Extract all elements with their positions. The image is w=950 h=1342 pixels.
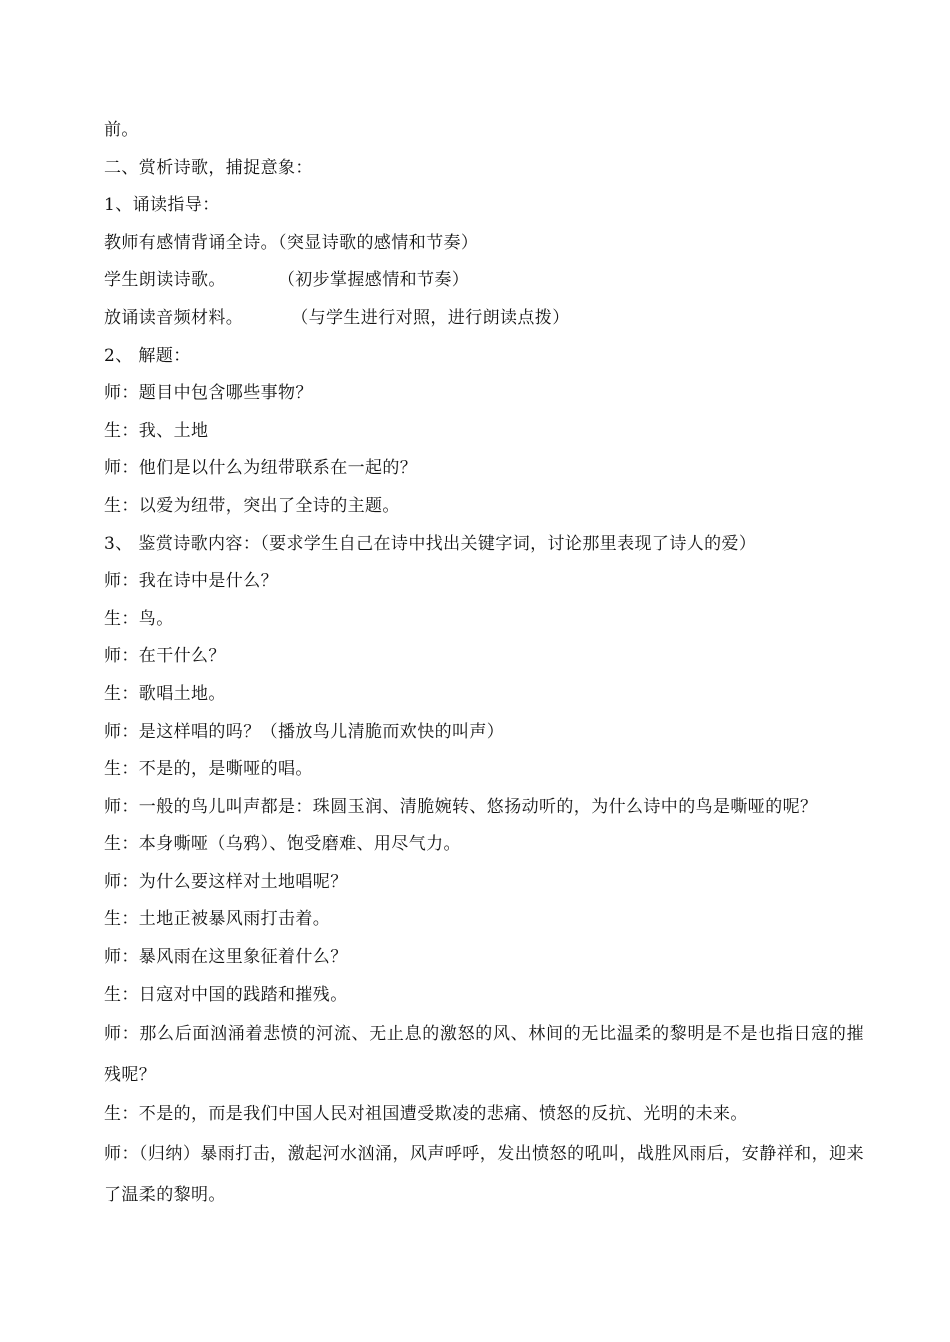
dialogue-line: 师：在干什么？ — [104, 646, 226, 667]
dialogue-line: 师：我在诗中是什么？ — [104, 571, 278, 592]
dialogue-line: 生：土地正被暴风雨打击着。 — [104, 909, 331, 930]
text-segment: 学生朗读诗歌。 — [104, 270, 226, 291]
dialogue-line: 师：为什么要这样对土地唱呢？ — [104, 871, 348, 892]
text-note: （初步掌握感情和节奏） — [277, 270, 470, 291]
dialogue-line: 师：是这样唱的吗？（播放鸟儿清脆而欢快的叫声） — [104, 721, 505, 742]
text-note: （与学生进行对照，进行朗读点拨） — [291, 307, 570, 328]
dialogue-paragraph: 师：那么后面汹涌着悲愤的河流、无止息的激怒的风、林间的无比温柔的黎明是不是也指日寇的摧残呢？ — [104, 1024, 864, 1086]
dialogue-line: 生：我、土地 — [104, 420, 209, 441]
text-line — [104, 300, 864, 338]
dialogue-line: 生：不是的，而是我们中国人民对祖国遭受欺凌的悲痛、愤怒的反抗、光明的未来。 — [104, 1104, 748, 1125]
dialogue-line: 师：他们是以什么为纽带联系在一起的？ — [104, 458, 418, 479]
subsection-heading: 2、 解题： — [104, 345, 191, 366]
text-line: 前。 — [104, 120, 139, 140]
dialogue-line: 生：本身嘶哑（乌鸦）、饱受磨难、用尽气力。 — [104, 834, 461, 855]
text-line — [104, 262, 864, 300]
dialogue-line: 生：歌唱土地。 — [104, 683, 226, 704]
dialogue-line: 生：日寇对中国的践踏和摧残。 — [104, 984, 348, 1005]
dialogue-line: 生：鸟。 — [104, 608, 174, 629]
document-body — [104, 112, 864, 1216]
dialogue-line: 师：题目中包含哪些事物？ — [104, 383, 313, 404]
dialogue-paragraph: 师：（归纳）暴雨打击，激起河水汹涌，风声呼呼，发出愤怒的吼叫，战胜风雨后，安静祥和，迎来了温柔的黎明。 — [104, 1143, 864, 1205]
text-segment: 放诵读音频材料。 — [104, 307, 244, 328]
dialogue-line: 生：以爱为纽带，突出了全诗的主题。 — [104, 495, 400, 516]
subsection-heading: 1、诵读指导： — [104, 195, 220, 216]
dialogue-line: 师：一般的鸟儿叫声都是：珠圆玉润、清脆婉转、悠扬动听的，为什么诗中的鸟是嘶哑的呢？ — [104, 796, 818, 817]
text-line: 教师有感情背诵全诗。（突显诗歌的感情和节奏） — [104, 232, 479, 253]
section-heading: 二、赏析诗歌，捕捉意象： — [104, 157, 313, 178]
subsection-heading: 3、 鉴赏诗歌内容：（要求学生自己在诗中找出关键字词，讨论那里表现了诗人的爱） — [104, 533, 757, 554]
dialogue-line: 生：不是的，是嘶哑的唱。 — [104, 759, 313, 780]
dialogue-line: 师：暴风雨在这里象征着什么？ — [104, 947, 348, 968]
